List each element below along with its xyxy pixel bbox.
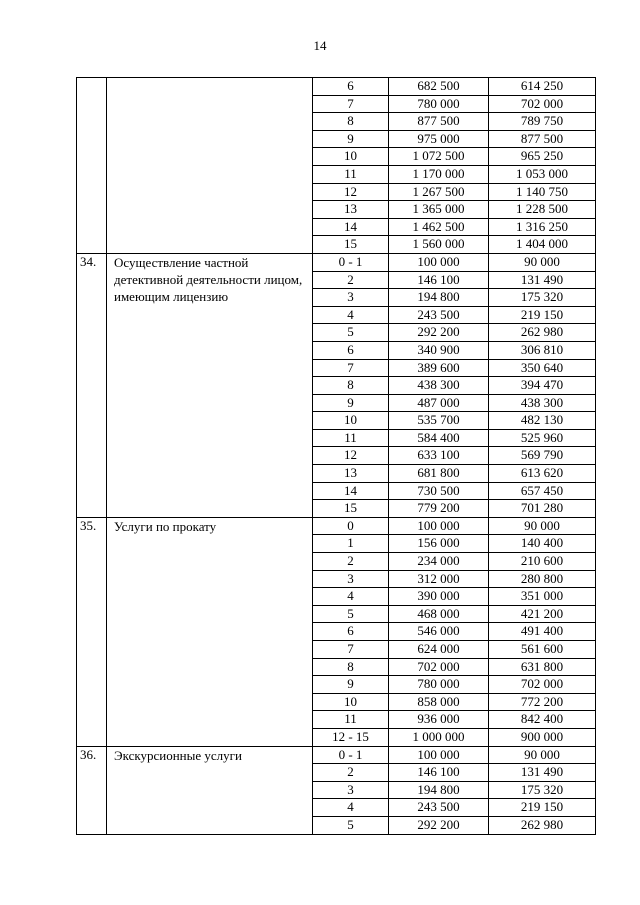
item-description: Осуществление частной детективной деятельности лицом, имеющим лицензию	[107, 253, 313, 517]
staff-count-cell: 4	[313, 588, 389, 606]
value-cell: 234 000	[389, 553, 489, 571]
value-cell: 487 000	[389, 394, 489, 412]
staff-count-cell: 3	[313, 781, 389, 799]
reduced-value-cell: 140 400	[489, 535, 596, 553]
staff-count-cell: 0 - 1	[313, 253, 389, 271]
reduced-value-cell: 280 800	[489, 570, 596, 588]
staff-count-cell: 8	[313, 377, 389, 395]
staff-count-cell: 12	[313, 447, 389, 465]
value-cell: 1 072 500	[389, 148, 489, 166]
value-cell: 1 462 500	[389, 218, 489, 236]
reduced-value-cell: 631 800	[489, 658, 596, 676]
reduced-value-cell: 262 980	[489, 324, 596, 342]
value-cell: 682 500	[389, 78, 489, 96]
reduced-value-cell: 438 300	[489, 394, 596, 412]
value-cell: 546 000	[389, 623, 489, 641]
reduced-value-cell: 702 000	[489, 95, 596, 113]
value-cell: 390 000	[389, 588, 489, 606]
reduced-value-cell: 350 640	[489, 359, 596, 377]
reduced-value-cell: 614 250	[489, 78, 596, 96]
reduced-value-cell: 561 600	[489, 641, 596, 659]
staff-count-cell: 5	[313, 605, 389, 623]
staff-count-cell: 11	[313, 165, 389, 183]
staff-count-cell: 2	[313, 271, 389, 289]
table-row	[77, 746, 596, 764]
reduced-value-cell: 1 140 750	[489, 183, 596, 201]
staff-count-cell: 6	[313, 341, 389, 359]
staff-count-cell: 6	[313, 78, 389, 96]
staff-count-cell: 7	[313, 95, 389, 113]
reduced-value-cell: 491 400	[489, 623, 596, 641]
value-cell: 1 000 000	[389, 728, 489, 746]
item-number	[77, 78, 107, 254]
reduced-value-cell: 789 750	[489, 113, 596, 131]
reduced-value-cell: 613 620	[489, 465, 596, 483]
item-description	[107, 78, 313, 254]
value-cell: 389 600	[389, 359, 489, 377]
value-cell: 100 000	[389, 517, 489, 535]
reduced-value-cell: 772 200	[489, 693, 596, 711]
reduced-value-cell: 90 000	[489, 746, 596, 764]
staff-count-cell: 4	[313, 799, 389, 817]
value-cell: 340 900	[389, 341, 489, 359]
staff-count-cell: 1	[313, 535, 389, 553]
value-cell: 633 100	[389, 447, 489, 465]
value-cell: 858 000	[389, 693, 489, 711]
staff-count-cell: 2	[313, 553, 389, 571]
reduced-value-cell: 219 150	[489, 306, 596, 324]
reduced-value-cell: 702 000	[489, 676, 596, 694]
value-cell: 292 200	[389, 324, 489, 342]
staff-count-cell: 13	[313, 465, 389, 483]
reduced-value-cell: 219 150	[489, 799, 596, 817]
staff-count-cell: 12	[313, 183, 389, 201]
table-row	[77, 78, 596, 96]
item-number: 36.	[77, 746, 107, 834]
staff-count-cell: 4	[313, 306, 389, 324]
value-cell: 243 500	[389, 799, 489, 817]
reduced-value-cell: 965 250	[489, 148, 596, 166]
staff-count-cell: 10	[313, 148, 389, 166]
staff-count-cell: 11	[313, 429, 389, 447]
reduced-value-cell: 1 404 000	[489, 236, 596, 254]
value-cell: 702 000	[389, 658, 489, 676]
value-cell: 312 000	[389, 570, 489, 588]
table-row	[77, 253, 596, 271]
reduced-value-cell: 1 053 000	[489, 165, 596, 183]
item-number: 35.	[77, 517, 107, 746]
staff-count-cell: 12 - 15	[313, 728, 389, 746]
staff-count-cell: 11	[313, 711, 389, 729]
staff-count-cell: 5	[313, 816, 389, 834]
staff-count-cell: 15	[313, 500, 389, 518]
value-cell: 468 000	[389, 605, 489, 623]
value-cell: 1 560 000	[389, 236, 489, 254]
reduced-value-cell: 262 980	[489, 816, 596, 834]
staff-count-cell: 9	[313, 394, 389, 412]
staff-count-cell: 0 - 1	[313, 746, 389, 764]
reduced-value-cell: 90 000	[489, 517, 596, 535]
staff-count-cell: 6	[313, 623, 389, 641]
reduced-value-cell: 394 470	[489, 377, 596, 395]
value-cell: 438 300	[389, 377, 489, 395]
reduced-value-cell: 131 490	[489, 764, 596, 782]
staff-count-cell: 10	[313, 693, 389, 711]
page-number: 14	[313, 38, 327, 53]
staff-count-cell: 14	[313, 218, 389, 236]
reduced-value-cell: 90 000	[489, 253, 596, 271]
value-cell: 146 100	[389, 271, 489, 289]
staff-count-cell: 5	[313, 324, 389, 342]
value-cell: 194 800	[389, 781, 489, 799]
staff-count-cell: 7	[313, 359, 389, 377]
value-cell: 730 500	[389, 482, 489, 500]
value-cell: 100 000	[389, 746, 489, 764]
reduced-value-cell: 569 790	[489, 447, 596, 465]
value-cell: 877 500	[389, 113, 489, 131]
value-cell: 780 000	[389, 676, 489, 694]
reduced-value-cell: 1 316 250	[489, 218, 596, 236]
staff-count-cell: 9	[313, 130, 389, 148]
value-cell: 1 365 000	[389, 201, 489, 219]
staff-count-cell: 3	[313, 289, 389, 307]
reduced-value-cell: 175 320	[489, 781, 596, 799]
staff-count-cell: 13	[313, 201, 389, 219]
reduced-value-cell: 1 228 500	[489, 201, 596, 219]
item-number: 34.	[77, 253, 107, 517]
tariff-table	[76, 77, 596, 835]
staff-count-cell: 3	[313, 570, 389, 588]
reduced-value-cell: 306 810	[489, 341, 596, 359]
reduced-value-cell: 900 000	[489, 728, 596, 746]
reduced-value-cell: 210 600	[489, 553, 596, 571]
value-cell: 1 170 000	[389, 165, 489, 183]
value-cell: 780 000	[389, 95, 489, 113]
value-cell: 535 700	[389, 412, 489, 430]
reduced-value-cell: 842 400	[489, 711, 596, 729]
value-cell: 779 200	[389, 500, 489, 518]
reduced-value-cell: 482 130	[489, 412, 596, 430]
reduced-value-cell: 421 200	[489, 605, 596, 623]
value-cell: 1 267 500	[389, 183, 489, 201]
reduced-value-cell: 175 320	[489, 289, 596, 307]
value-cell: 156 000	[389, 535, 489, 553]
item-description: Услуги по прокату	[107, 517, 313, 746]
reduced-value-cell: 701 280	[489, 500, 596, 518]
value-cell: 936 000	[389, 711, 489, 729]
reduced-value-cell: 877 500	[489, 130, 596, 148]
table-body	[77, 78, 596, 835]
item-description: Экскурсионные услуги	[107, 746, 313, 834]
value-cell: 292 200	[389, 816, 489, 834]
value-cell: 681 800	[389, 465, 489, 483]
reduced-value-cell: 525 960	[489, 429, 596, 447]
staff-count-cell: 8	[313, 658, 389, 676]
value-cell: 243 500	[389, 306, 489, 324]
reduced-value-cell: 131 490	[489, 271, 596, 289]
value-cell: 146 100	[389, 764, 489, 782]
staff-count-cell: 2	[313, 764, 389, 782]
value-cell: 100 000	[389, 253, 489, 271]
reduced-value-cell: 657 450	[489, 482, 596, 500]
reduced-value-cell: 351 000	[489, 588, 596, 606]
table-row	[77, 517, 596, 535]
staff-count-cell: 0	[313, 517, 389, 535]
value-cell: 624 000	[389, 641, 489, 659]
staff-count-cell: 14	[313, 482, 389, 500]
staff-count-cell: 15	[313, 236, 389, 254]
staff-count-cell: 8	[313, 113, 389, 131]
staff-count-cell: 7	[313, 641, 389, 659]
value-cell: 584 400	[389, 429, 489, 447]
staff-count-cell: 9	[313, 676, 389, 694]
value-cell: 194 800	[389, 289, 489, 307]
value-cell: 975 000	[389, 130, 489, 148]
staff-count-cell: 10	[313, 412, 389, 430]
